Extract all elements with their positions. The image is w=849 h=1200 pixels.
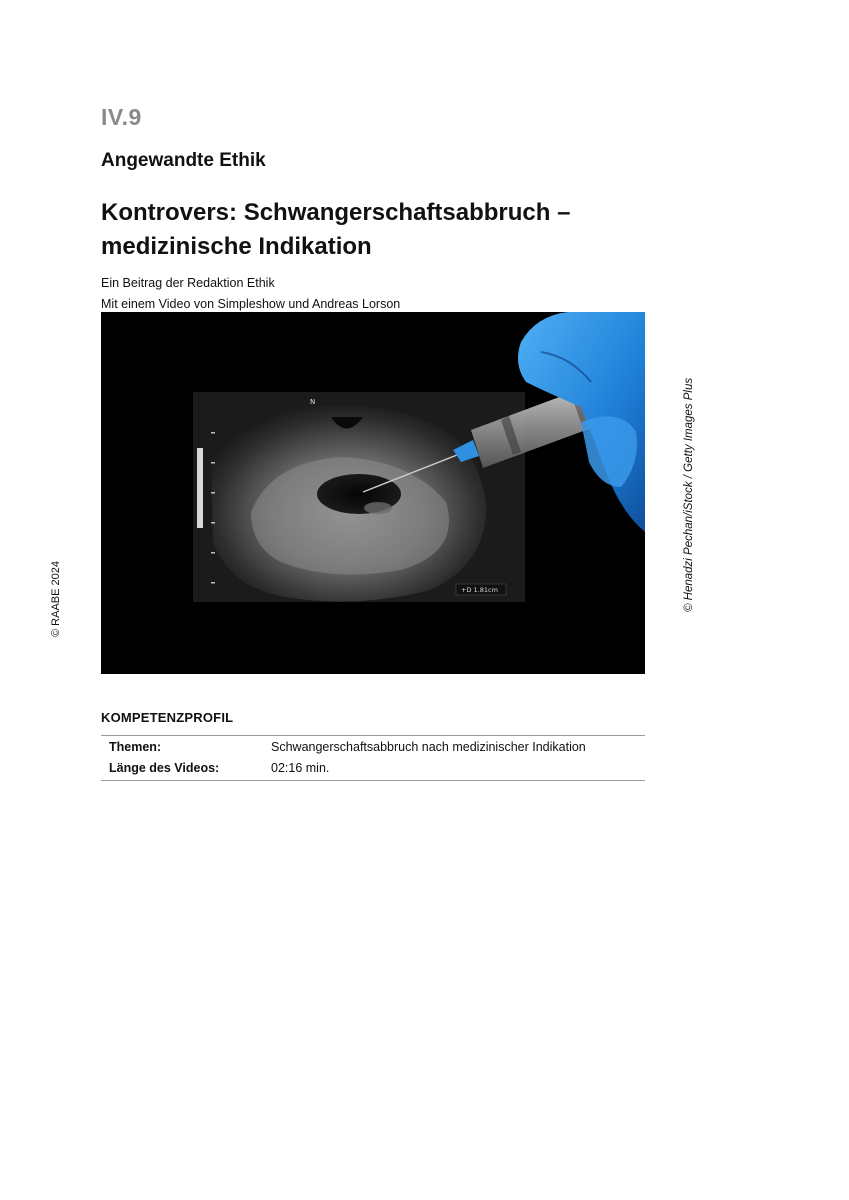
gray-scale-bar xyxy=(197,448,203,528)
title-line-2: medizinische Indikation xyxy=(101,233,372,260)
competence-profile-table xyxy=(101,735,645,781)
row-key: Länge des Videos: xyxy=(109,761,220,775)
copyright-notice: © RAABE 2024 xyxy=(50,561,62,637)
row-value: Schwangerschaftsabbruch nach medizinischer Indikation xyxy=(271,740,586,754)
ultrasound-measure-label: +D 1.81cm xyxy=(461,586,498,594)
photo-illustration xyxy=(101,312,645,674)
table-row xyxy=(101,736,645,758)
category-heading: Angewandte Ethik xyxy=(101,150,266,171)
ultrasound-syringe-photo xyxy=(101,312,645,674)
competence-profile-heading: KOMPETENZPROFIL xyxy=(101,710,234,725)
video-credit-line: Mit einem Video von Simpleshow und Andreas Lorson xyxy=(101,297,401,311)
table-row xyxy=(101,757,645,781)
page-title xyxy=(101,196,661,264)
row-key: Themen: xyxy=(109,740,162,754)
photo-credit: © Henadzi Pechan/iStock / Getty Images Plus xyxy=(683,377,695,612)
author-line: Ein Beitrag der Redaktion Ethik xyxy=(101,276,275,290)
row-value: 02:16 min. xyxy=(271,761,330,775)
ultrasound-marker: N xyxy=(310,398,316,406)
title-line-1: Kontrovers: Schwangerschaftsabbruch – xyxy=(101,199,571,226)
section-code: IV.9 xyxy=(101,104,142,130)
